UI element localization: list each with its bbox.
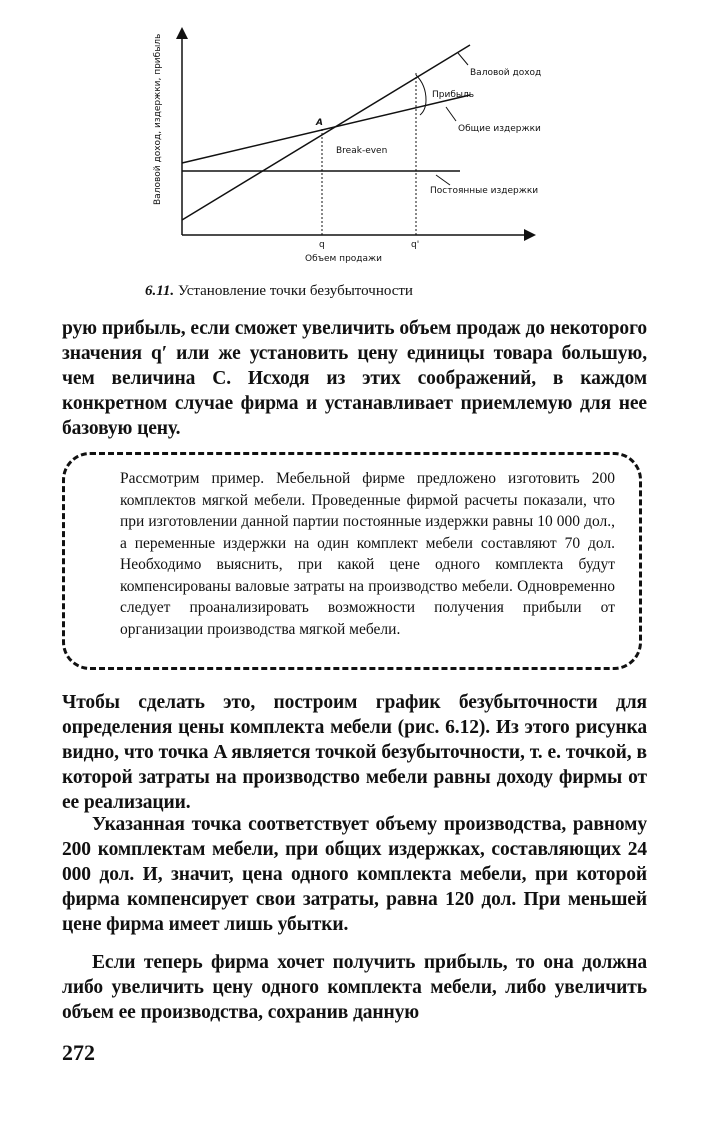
total-costs-label: Общие издержки [458, 124, 541, 134]
paragraph-2: Чтобы сделать это, построим график безубыточности для определения цены комплекта мебели (рис. 6.12). Из этого рисунка видно, что точка A является точкой безубыточности, т. е. точкой, в которой затраты на производство мебели равны доходу фирмы от ее реализации. [62, 692, 647, 813]
paragraph-4: Если теперь фирма хочет получить прибыль, то она должна либо увеличить цену одного комплекта мебели, либо увеличить объем ее производства, сохранив данную [62, 952, 647, 1023]
figure-title: Установление точки безубыточности [174, 283, 413, 299]
profit-label: Прибыль [432, 90, 475, 100]
figure-caption [145, 283, 413, 300]
break-even-chart [140, 25, 580, 275]
profit-brace [416, 75, 426, 115]
paragraph-1: рую прибыль, если сможет увеличить объем продаж до некоторого значения q′ или же установить цену единицы товара большую, чем величина C. Исходя из этих соображений, в каждом конкретном случае фирма и устанавливает приемлемую для нее базовую цену. [62, 318, 647, 439]
tick-q-prime-label: q' [411, 240, 420, 250]
example-text: Рассмотрим пример. Мебельной фирме предложено изготовить 200 комплектов мягкой мебели. Проведенные фирмой расчеты показали, что при изготовлении данной партии постоянные издержки равны 10 000 дол., а переменные издержки на один комплект мебели составляют 70 дол. Необходимо выяснить, при какой цене одного комплекта будут компенсированы валовые затраты на производство мебели. Одновременно следует проанализировать возможности получения прибыли от организации производства мягкой мебели. [120, 470, 615, 638]
fixed-costs-pointer [436, 175, 450, 185]
revenue-pointer [458, 53, 468, 65]
break-even-figure [140, 25, 580, 275]
total-costs-line [182, 95, 470, 163]
break-even-label: Break-even [336, 146, 388, 156]
paragraph-3: Указанная точка соответствует объему производства, равному 200 комплектам мебели, при общих издержках, составляющих 24 000 дол. И, значит, цена одного комплекта мебели, при которой фирма компенсирует свои затраты, равна 120 дол. При меньшей цене фирма имеет лишь убытки. [62, 814, 647, 935]
revenue-label: Валовой доход [470, 68, 542, 78]
total-costs-pointer [446, 107, 456, 121]
tick-q-label: q [319, 240, 325, 250]
fixed-costs-label: Постоянные издержки [430, 186, 539, 196]
figure-number: 6.11. [145, 283, 175, 299]
page-number: 272 [62, 1040, 95, 1065]
revenue-line [182, 45, 470, 220]
y-axis-label: Валовой доход, издержки, прибыль [153, 33, 163, 205]
x-axis-label: Объем продажи [305, 254, 382, 264]
point-a-label: A [316, 118, 323, 128]
